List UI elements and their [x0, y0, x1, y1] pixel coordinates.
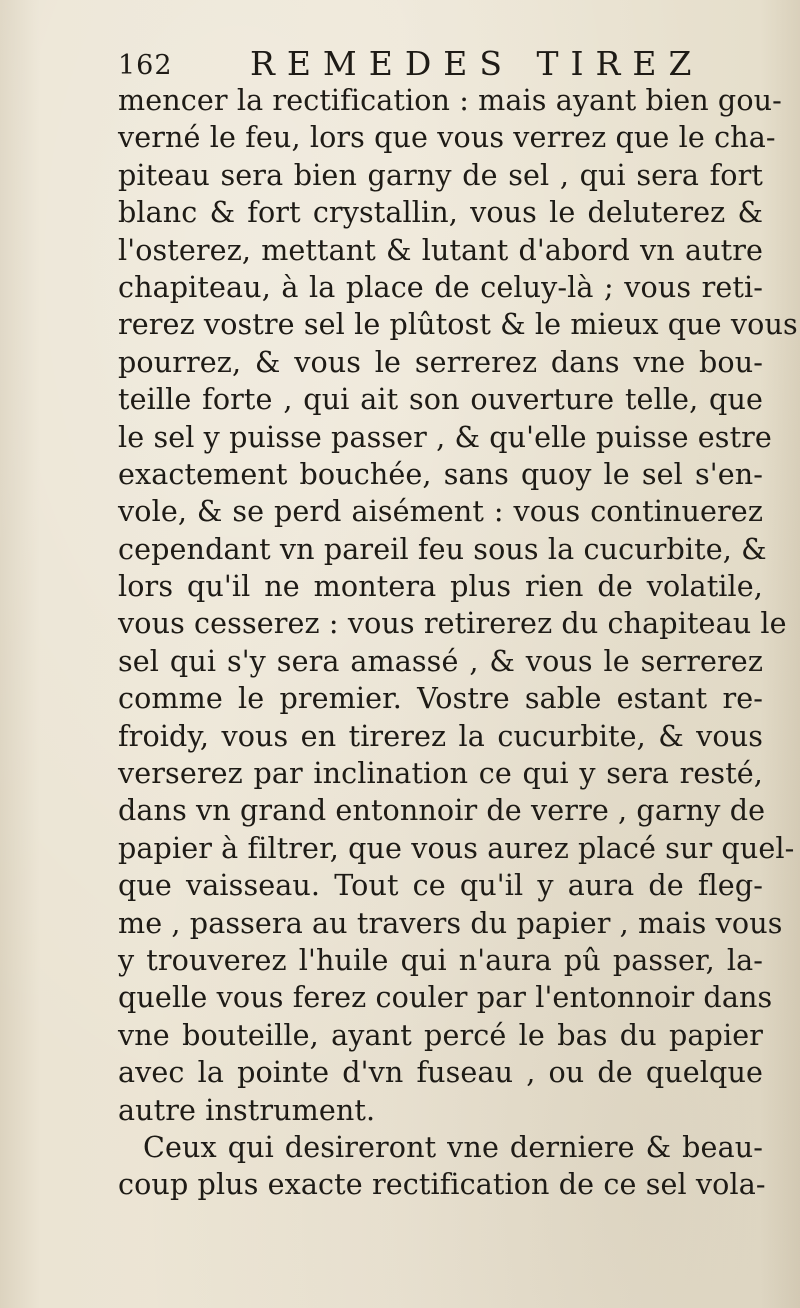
- text-line: avec la pointe d'vn fuseau , ou de quelque: [118, 1055, 763, 1090]
- text-line: teille forte , qui ait son ouverture telle, que: [118, 382, 763, 417]
- text-line: pourrez, & vous le serrerez dans vne bou-: [118, 344, 763, 379]
- text-line: me , passera au travers du papier , mais vous: [118, 905, 783, 940]
- text-line: blanc & fort crystallin, vous le deluterez &: [118, 195, 763, 230]
- text-line: vole, & se perd aisément : vous continuerez: [118, 494, 763, 529]
- text-line: rerez vostre sel le plûtost & le mieux que vous: [118, 307, 798, 342]
- text-line: chapiteau, à la place de celuy-là ; vous reti-: [118, 269, 763, 304]
- text-line: piteau sera bien garny de sel , qui sera fort: [118, 157, 763, 192]
- text-line: vous cesserez : vous retirerez du chapiteau le: [118, 606, 787, 641]
- running-head: [118, 44, 758, 84]
- running-title: REMEDES TIREZ: [250, 44, 704, 83]
- text-line: y trouverez l'huile qui n'aura pû passer, la-: [118, 942, 763, 977]
- text-line: que vaisseau. Tout ce qu'il y aura de fleg-: [118, 868, 763, 903]
- text-line: verserez par inclination ce qui y sera resté,: [118, 756, 763, 791]
- text-line: comme le premier. Vostre sable estant re-: [118, 681, 763, 716]
- text-line: sel qui s'y sera amassé , & vous le serrerez: [118, 643, 763, 678]
- text-line: verné le feu, lors que vous verrez que le cha-: [118, 120, 776, 155]
- text-line: froidy, vous en tirerez la cucurbite, & vous: [118, 718, 763, 753]
- text-line: vne bouteille, ayant percé le bas du papier: [118, 1017, 763, 1052]
- text-line: coup plus exacte rectification de ce sel vola-: [118, 1167, 766, 1202]
- text-line: papier à filtrer, que vous aurez placé sur quel-: [118, 830, 795, 865]
- text-line: cependant vn pareil feu sous la cucurbite, &: [118, 531, 767, 566]
- page-number: 162: [118, 50, 173, 81]
- text-line: dans vn grand entonnoir de verre , garny de: [118, 793, 766, 828]
- text-line: mencer la rectification : mais ayant bien gou-: [118, 83, 782, 117]
- body-text: [118, 82, 798, 1204]
- text-line: quelle vous ferez couler par l'entonnoir dans: [118, 980, 773, 1015]
- text-line: lors qu'il ne montera plus rien de volatile,: [118, 569, 763, 604]
- text-line: exactement bouchée, sans quoy le sel s'en-: [118, 456, 763, 491]
- text-line: Ceux qui desireront vne derniere & beau-: [143, 1129, 763, 1164]
- text-line: l'osterez, mettant & lutant d'abord vn autre: [118, 232, 763, 267]
- text-line: autre instrument.: [118, 1092, 376, 1127]
- text-line: le sel y puisse passer , & qu'elle puisse estre: [118, 419, 772, 454]
